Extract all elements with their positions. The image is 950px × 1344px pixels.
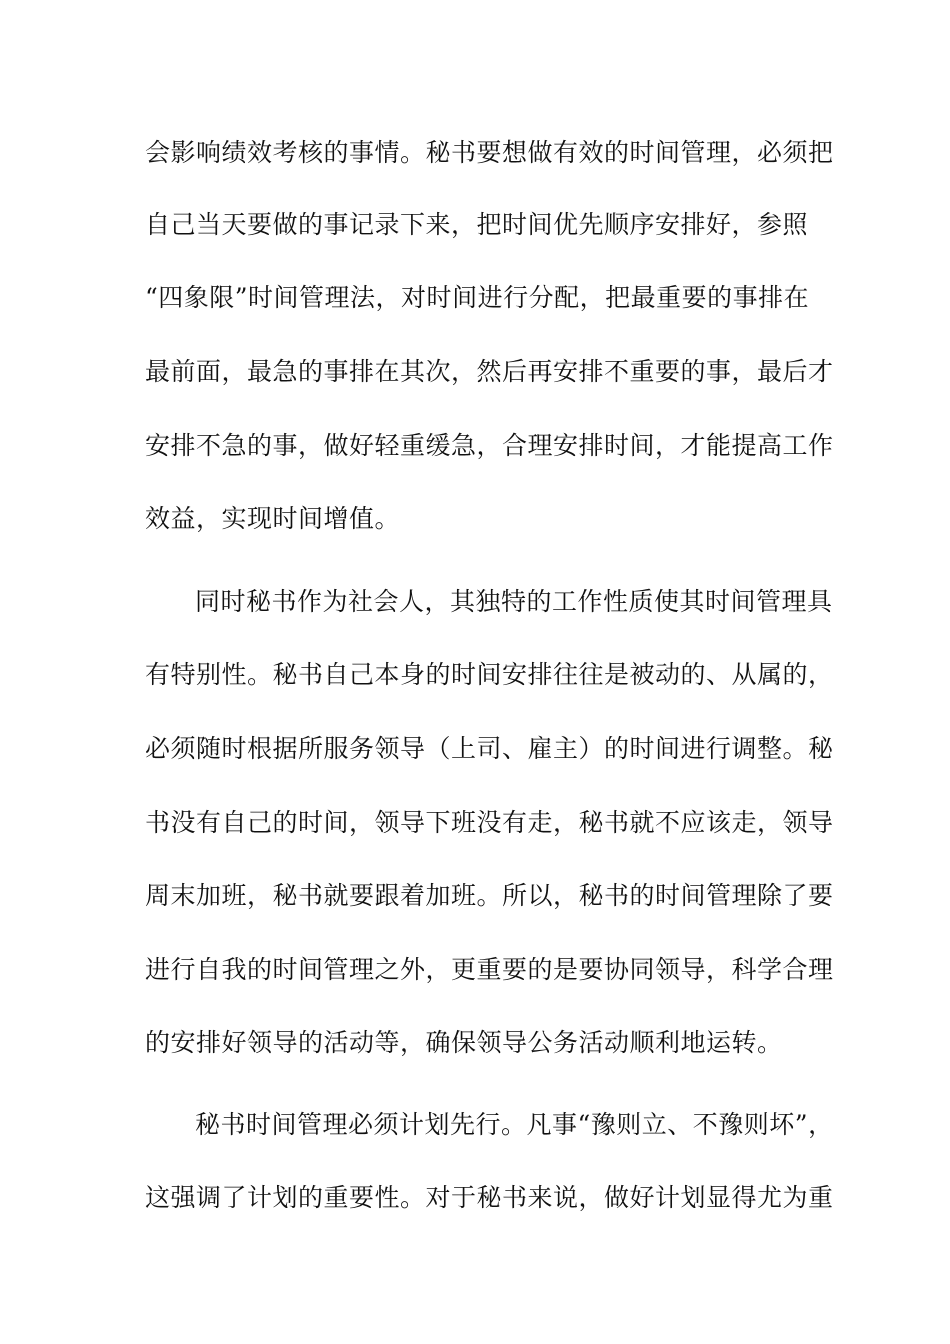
text-line: 最前面，最急的事排在其次，然后再安排不重要的事，最后才: [145, 357, 834, 386]
text-line: “四象限”时间管理法，对时间进行分配，把最重要的事排在: [145, 283, 810, 312]
text-line: 有特别性。秘书自己本身的时间安排往往是被动的、从属的，: [145, 660, 834, 689]
text-line: 会影响绩效考核的事情。秘书要想做有效的时间管理，必须把: [145, 138, 834, 167]
text-line: 书没有自己的时间，领导下班没有走，秘书就不应该走，领导: [145, 808, 834, 837]
text-line: 必须随时根据所服务领导（上司、雇主）的时间进行调整。秘: [145, 734, 834, 763]
text-line: 这强调了计划的重要性。对于秘书来说，做好计划显得尤为重: [145, 1183, 834, 1212]
text-line: 自己当天要做的事记录下来，把时间优先顺序安排好，参照: [145, 210, 809, 239]
text-line: 秘书时间管理必须计划先行。凡事“豫则立、不豫则坏”，: [195, 1110, 834, 1139]
text-line: 安排不急的事，做好轻重缓急，合理安排时间，才能提高工作: [145, 431, 834, 460]
text-line: 效益，实现时间增值。: [145, 504, 401, 533]
text-line: 同时秘书作为社会人，其独特的工作性质使其时间管理具: [195, 587, 833, 616]
text-line: 进行自我的时间管理之外，更重要的是要协同领导，科学合理: [145, 955, 834, 984]
text-line: 周末加班，秘书就要跟着加班。所以，秘书的时间管理除了要: [145, 881, 834, 910]
text-line: 的安排好领导的活动等，确保领导公务活动顺利地运转。: [145, 1028, 783, 1057]
